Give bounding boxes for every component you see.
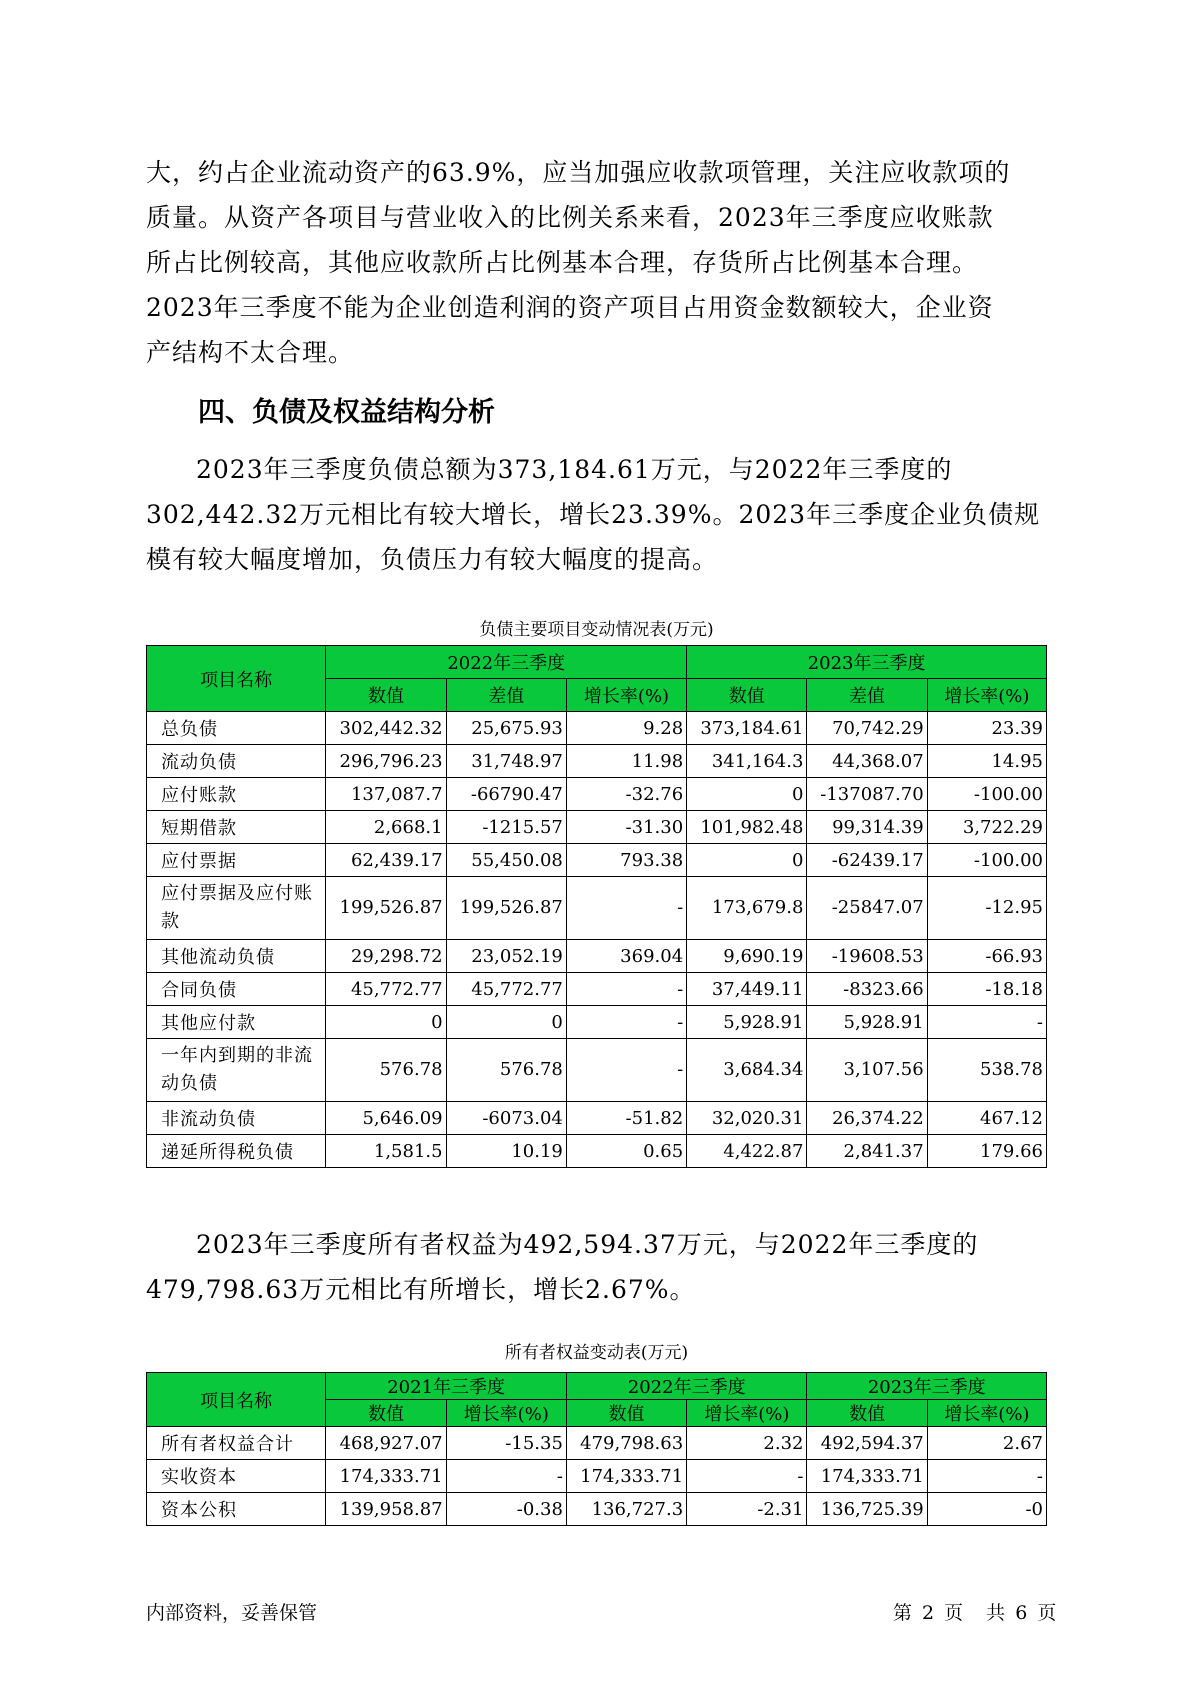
text-line: 所占比例较高，其他应收款所占比例基本合理，存货所占比例基本合理。 — [146, 248, 979, 277]
row-label: 其他应付款 — [147, 1006, 326, 1039]
value-cell: -32.76 — [566, 778, 686, 811]
table-caption-equity: 所有者权益变动表(万元) — [504, 1343, 689, 1363]
value-cell: - — [927, 1006, 1046, 1039]
text-line: 302,442.32万元相比有较大增长，增长23.39%。2023年三季度企业负债规 — [146, 500, 1041, 529]
value-cell: 538.78 — [927, 1039, 1046, 1102]
footer-page-number: 第 2 页 共 6 页 — [893, 1602, 1059, 1624]
value-cell: 55,450.08 — [446, 844, 566, 877]
text-line: 2023年三季度所有者权益为492,594.37万元，与2022年三季度的 — [196, 1230, 979, 1259]
value-cell: 31,748.97 — [446, 745, 566, 778]
value-cell: - — [566, 973, 686, 1006]
table-row — [147, 940, 1047, 973]
row-label: 非流动负债 — [147, 1102, 326, 1135]
value-cell: - — [566, 1039, 686, 1102]
value-cell: 5,646.09 — [326, 1102, 446, 1135]
table-row — [147, 745, 1047, 778]
value-cell: 2,668.1 — [326, 811, 446, 844]
subheader-cell: 数值 — [566, 1400, 686, 1427]
value-cell: 576.78 — [446, 1039, 566, 1102]
text-line: 2023年三季度不能为企业创造利润的资产项目占用资金数额较大，企业资 — [146, 293, 994, 322]
value-cell: 3,684.34 — [687, 1039, 807, 1102]
value-cell: 10.19 — [446, 1135, 566, 1168]
value-cell: -8323.66 — [807, 973, 927, 1006]
table-row — [147, 1135, 1047, 1168]
row-label: 总负债 — [147, 712, 326, 745]
value-cell: -62439.17 — [807, 844, 927, 877]
table-row — [147, 973, 1047, 1006]
value-cell: 2.32 — [687, 1427, 807, 1460]
value-cell: 173,679.8 — [687, 877, 807, 940]
value-cell: 45,772.77 — [446, 973, 566, 1006]
value-cell: -51.82 — [566, 1102, 686, 1135]
header-item-name: 项目名称 — [147, 1373, 326, 1427]
value-cell: 179.66 — [927, 1135, 1046, 1168]
table-row — [147, 811, 1047, 844]
value-cell: - — [927, 1460, 1046, 1493]
table-row — [147, 1102, 1047, 1135]
subheader-cell: 增长率(%) — [927, 1400, 1046, 1427]
value-cell: -12.95 — [927, 877, 1046, 940]
value-cell: -66.93 — [927, 940, 1046, 973]
header-year-2022: 2022年三季度 — [566, 1373, 807, 1400]
table-row — [147, 1039, 1047, 1102]
subheader-cell: 数值 — [807, 1400, 927, 1427]
subheader-cell: 增长率(%) — [566, 679, 686, 712]
value-cell: 9,690.19 — [687, 940, 807, 973]
value-cell: - — [566, 1006, 686, 1039]
value-cell: 137,087.7 — [326, 778, 446, 811]
subheader-cell: 增长率(%) — [687, 1400, 807, 1427]
value-cell: 101,982.48 — [687, 811, 807, 844]
value-cell: 468,927.07 — [326, 1427, 446, 1460]
subheader-cell: 增长率(%) — [927, 679, 1046, 712]
value-cell: 199,526.87 — [446, 877, 566, 940]
text-line: 479,798.63万元相比有所增长，增长2.67%。 — [146, 1275, 696, 1304]
subheader-cell: 数值 — [326, 679, 446, 712]
header-year-2023: 2023年三季度 — [687, 646, 1047, 679]
value-cell: 45,772.77 — [326, 973, 446, 1006]
value-cell: 0.65 — [566, 1135, 686, 1168]
text-line: 2023年三季度负债总额为373,184.61万元，与2022年三季度的 — [196, 455, 953, 484]
row-label: 流动负债 — [147, 745, 326, 778]
value-cell: 0 — [446, 1006, 566, 1039]
value-cell: 25,675.93 — [446, 712, 566, 745]
value-cell: 3,722.29 — [927, 811, 1046, 844]
value-cell: -137087.70 — [807, 778, 927, 811]
value-cell: 3,107.56 — [807, 1039, 927, 1102]
header-item-name: 项目名称 — [147, 646, 326, 712]
value-cell: 492,594.37 — [807, 1427, 927, 1460]
value-cell: -1215.57 — [446, 811, 566, 844]
value-cell: -31.30 — [566, 811, 686, 844]
value-cell: 369.04 — [566, 940, 686, 973]
value-cell: 70,742.29 — [807, 712, 927, 745]
header-year-2022: 2022年三季度 — [326, 646, 687, 679]
text-line: 质量。从资产各项目与营业收入的比例关系来看，2023年三季度应收账款 — [146, 203, 994, 232]
value-cell: 0 — [687, 778, 807, 811]
value-cell: 136,727.3 — [566, 1493, 686, 1526]
value-cell: 23.39 — [927, 712, 1046, 745]
value-cell: 174,333.71 — [326, 1460, 446, 1493]
value-cell: 199,526.87 — [326, 877, 446, 940]
value-cell: 32,020.31 — [687, 1102, 807, 1135]
table-row — [147, 1006, 1047, 1039]
header-year-2023: 2023年三季度 — [807, 1373, 1047, 1400]
row-label: 资本公积 — [147, 1493, 326, 1526]
value-cell: 373,184.61 — [687, 712, 807, 745]
row-label: 递延所得税负债 — [147, 1135, 326, 1168]
value-cell: 23,052.19 — [446, 940, 566, 973]
value-cell: 136,725.39 — [807, 1493, 927, 1526]
paragraph-asset-structure — [146, 150, 1046, 375]
text-line: 产结构不太合理。 — [146, 338, 355, 367]
text-line: 模有较大幅度增加，负债压力有较大幅度的提高。 — [146, 545, 719, 574]
value-cell: -2.31 — [687, 1493, 807, 1526]
row-label: 短期借款 — [147, 811, 326, 844]
section-heading: 四、负债及权益结构分析 — [198, 397, 495, 428]
value-cell: 302,442.32 — [326, 712, 446, 745]
value-cell: -25847.07 — [807, 877, 927, 940]
value-cell: 479,798.63 — [566, 1427, 686, 1460]
value-cell: 341,164.3 — [687, 745, 807, 778]
value-cell: 99,314.39 — [807, 811, 927, 844]
value-cell: 296,796.23 — [326, 745, 446, 778]
value-cell: 576.78 — [326, 1039, 446, 1102]
liabilities-table — [146, 645, 1047, 1168]
value-cell: 0 — [687, 844, 807, 877]
value-cell: 5,928.91 — [807, 1006, 927, 1039]
value-cell: -100.00 — [927, 844, 1046, 877]
row-label: 其他流动负债 — [147, 940, 326, 973]
value-cell: -0.38 — [446, 1493, 566, 1526]
subheader-cell: 差值 — [807, 679, 927, 712]
value-cell: 5,928.91 — [687, 1006, 807, 1039]
value-cell: -100.00 — [927, 778, 1046, 811]
table-row — [147, 778, 1047, 811]
value-cell: 26,374.22 — [807, 1102, 927, 1135]
value-cell: -18.18 — [927, 973, 1046, 1006]
table-caption-liabilities: 负债主要项目变动情况表(万元) — [479, 620, 714, 640]
row-label: 应付账款 — [147, 778, 326, 811]
value-cell: 2.67 — [927, 1427, 1046, 1460]
value-cell: 139,958.87 — [326, 1493, 446, 1526]
value-cell: 11.98 — [566, 745, 686, 778]
value-cell: -6073.04 — [446, 1102, 566, 1135]
value-cell: 37,449.11 — [687, 973, 807, 1006]
row-label: 实收资本 — [147, 1460, 326, 1493]
table-row — [147, 844, 1047, 877]
subheader-cell: 增长率(%) — [446, 1400, 566, 1427]
value-cell: 44,368.07 — [807, 745, 927, 778]
table-row — [147, 1460, 1047, 1493]
subheader-cell: 差值 — [446, 679, 566, 712]
value-cell: 2,841.37 — [807, 1135, 927, 1168]
value-cell: -19608.53 — [807, 940, 927, 973]
value-cell: - — [687, 1460, 807, 1493]
value-cell: 0 — [326, 1006, 446, 1039]
value-cell: 1,581.5 — [326, 1135, 446, 1168]
value-cell: -66790.47 — [446, 778, 566, 811]
table-row — [147, 877, 1047, 940]
value-cell: - — [566, 877, 686, 940]
value-cell: 9.28 — [566, 712, 686, 745]
value-cell: 174,333.71 — [566, 1460, 686, 1493]
table-row — [147, 1427, 1047, 1460]
table-row — [147, 712, 1047, 745]
value-cell: 14.95 — [927, 745, 1046, 778]
row-label: 一年内到期的非流动负债 — [147, 1039, 326, 1102]
value-cell: 4,422.87 — [687, 1135, 807, 1168]
footer-confidential-note: 内部资料，妥善保管 — [146, 1602, 318, 1624]
row-label: 应付票据及应付账款 — [147, 877, 326, 940]
row-label: 合同负债 — [147, 973, 326, 1006]
row-label: 所有者权益合计 — [147, 1427, 326, 1460]
equity-table — [146, 1372, 1047, 1526]
table-row — [147, 1493, 1047, 1526]
value-cell: -15.35 — [446, 1427, 566, 1460]
subheader-cell: 数值 — [687, 679, 807, 712]
value-cell: - — [446, 1460, 566, 1493]
value-cell: 62,439.17 — [326, 844, 446, 877]
subheader-cell: 数值 — [326, 1400, 446, 1427]
value-cell: 793.38 — [566, 844, 686, 877]
value-cell: 174,333.71 — [807, 1460, 927, 1493]
value-cell: -0 — [927, 1493, 1046, 1526]
paragraph-liability-summary — [146, 447, 1046, 582]
row-label: 应付票据 — [147, 844, 326, 877]
text-line: 大，约占企业流动资产的63.9%，应当加强应收款项管理，关注应收款项的 — [146, 158, 1011, 187]
header-year-2021: 2021年三季度 — [326, 1373, 567, 1400]
value-cell: 29,298.72 — [326, 940, 446, 973]
paragraph-equity-summary — [146, 1222, 1046, 1312]
value-cell: 467.12 — [927, 1102, 1046, 1135]
